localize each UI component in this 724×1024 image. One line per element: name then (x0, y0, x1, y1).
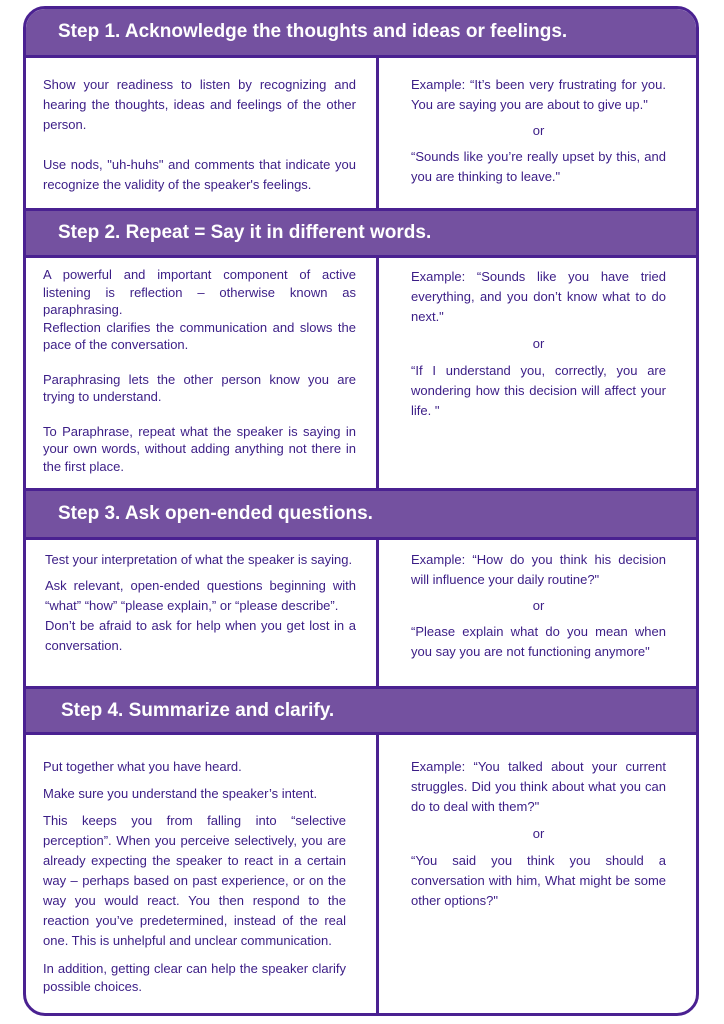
step-4-or: or (532, 826, 545, 841)
step-2-example-1: Example: “Sounds like you have tried everything, and you don’t know what to do next." (411, 269, 666, 324)
step-3-left-para-3: Don’t be afraid to ask for help when you get lost in a conversation. (45, 618, 356, 653)
step-1-or: or (532, 123, 545, 138)
step-4-example-2: “You said you think you should a conversation with him, What might be some other options?" (411, 853, 666, 908)
step-2-examples (379, 258, 696, 491)
step-4-examples (379, 735, 696, 1016)
step-3-example-1: Example: “How do you think his decision will influence your daily routine?" (411, 552, 666, 587)
step-4-left-para-3: This keeps you from falling into “selective perception”. When you perceive selectively, you are already expecting the speaker to react in a certain way – perhaps based on past experience, or on the way you would react. You then respond to the reaction you’ve predetermined, instead of the real one. This is unhelpful and unclear communication. (43, 813, 346, 948)
step-3-examples (379, 540, 696, 690)
step-4-example-1: Example: “You talked about your current struggles. Did you think about what you can do to deal with them?" (411, 759, 666, 814)
step-2-or: or (532, 336, 545, 351)
step-2-description (26, 258, 379, 491)
step-3-left-para-1: Test your interpretation of what the speaker is saying. (45, 552, 353, 567)
step-1-title: Step 1. Acknowledge the thoughts and ideas or feelings. (58, 21, 568, 42)
step-2-left-para-2: Reflection clarifies the communication and slows the pace of the conversation. (43, 319, 356, 352)
step-1-left-para-1: Show your readiness to listen by recognizing and hearing the thoughts, ideas and feelings of the other person. (43, 77, 356, 132)
step-1-body (26, 58, 696, 211)
active-listening-card (23, 6, 699, 1016)
step-4-left-para-1: Put together what you have heard. (43, 759, 242, 774)
step-4-left-para-2: Make sure you understand the speaker’s intent. (43, 786, 318, 801)
step-1-header (26, 9, 696, 58)
step-2-left-para-4: To Paraphrase, repeat what the speaker is saying in your own words, without adding anything not there in the first place. (43, 423, 356, 474)
step-4-header (26, 686, 696, 735)
step-3-or: or (532, 598, 545, 613)
step-3-header (26, 488, 696, 540)
step-1-examples (379, 58, 696, 211)
step-2-left-para-3: Paraphrasing lets the other person know you are trying to understand. (43, 371, 356, 404)
step-3-body (26, 540, 696, 690)
step-2-body (26, 258, 696, 491)
step-2-left-para-1: A powerful and important component of active listening is reflection – otherwise known as paraphrasing. (43, 267, 356, 317)
step-4-description (26, 735, 379, 1016)
step-1-example-1: Example: “It’s been very frustrating for you. You are saying you are about to give up." (411, 77, 666, 112)
step-3-title: Step 3. Ask open-ended questions. (58, 503, 373, 524)
step-3-description (26, 540, 379, 690)
step-1-left-para-2: Use nods, "uh-huhs" and comments that indicate you recognize the validity of the speaker's feelings. (43, 157, 356, 192)
step-4-left-para-4: In addition, getting clear can help the speaker clarify possible choices. (43, 961, 346, 994)
step-4-body (26, 735, 696, 1016)
step-1-description (26, 58, 379, 211)
step-2-header (26, 208, 696, 258)
step-3-example-2: “Please explain what do you mean when you say you are not functioning anymore" (411, 624, 666, 659)
step-2-title: Step 2. Repeat = Say it in different words. (58, 222, 432, 243)
step-4-title: Step 4. Summarize and clarify. (61, 699, 335, 721)
step-2-example-2: “If I understand you, correctly, you are wondering how this decision will affect your life. " (411, 363, 666, 418)
step-1-example-2: “Sounds like you’re really upset by this, and you are thinking to leave." (411, 149, 666, 184)
step-3-left-para-2: Ask relevant, open-ended questions beginning with “what” “how” “please explain,” or “please describe”. (45, 578, 356, 613)
